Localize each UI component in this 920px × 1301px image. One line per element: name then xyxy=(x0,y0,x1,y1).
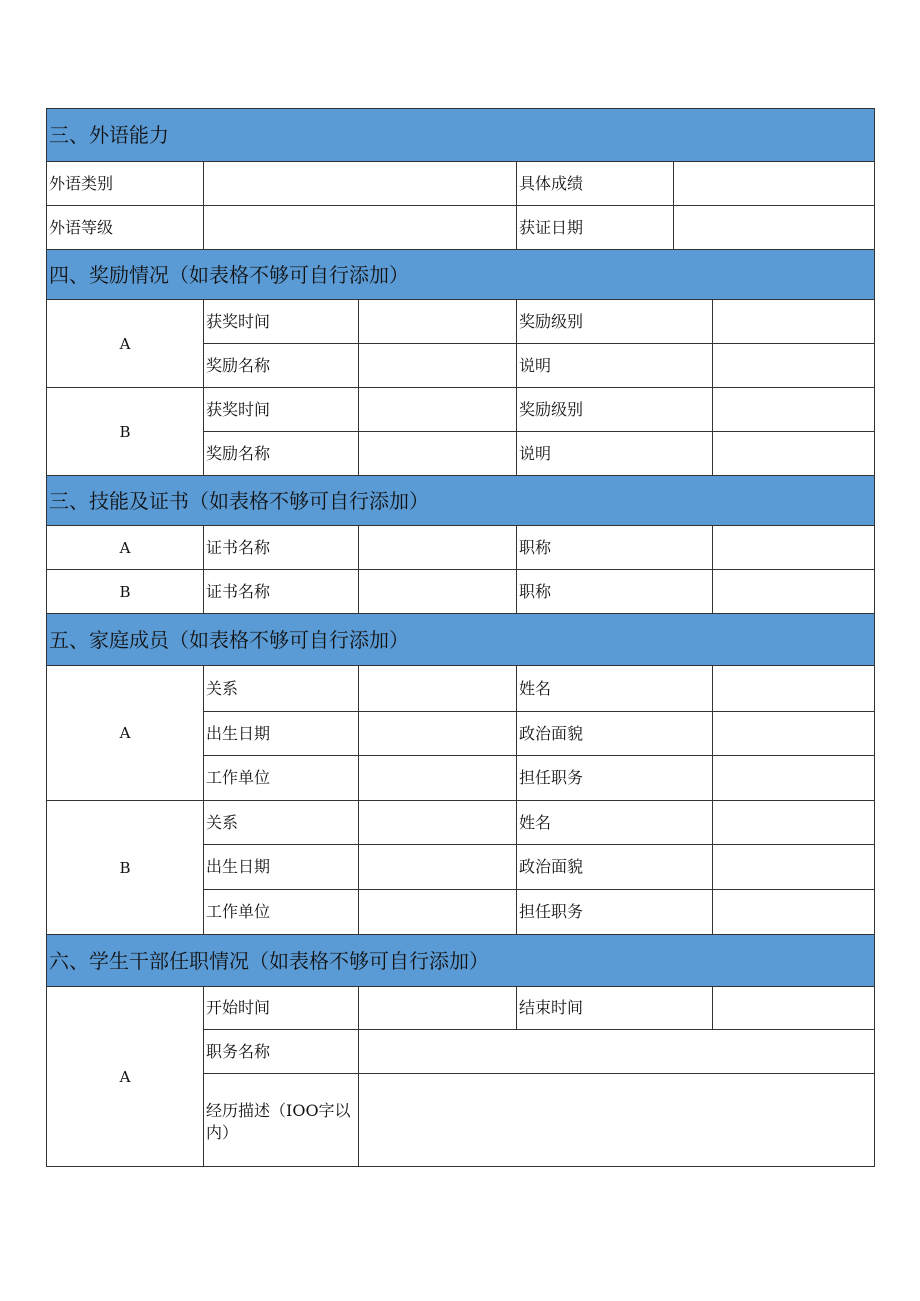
resume-form-table xyxy=(46,108,875,1167)
section-header-skills: 三、技能及证书（如表格不够可自行添加） xyxy=(47,476,875,526)
family-name-field[interactable] xyxy=(713,666,875,712)
award-entry-letter: A xyxy=(47,300,204,388)
award-time-label: 获奖时间 xyxy=(204,388,359,432)
family-relation-label: 关系 xyxy=(204,666,359,712)
family-name-label: 姓名 xyxy=(517,666,713,712)
cadre-end-label: 结束时间 xyxy=(517,987,713,1030)
family-entry-letter: A xyxy=(47,666,204,801)
language-level-label: 外语等级 xyxy=(47,206,204,250)
cadre-desc-field[interactable] xyxy=(359,1074,875,1167)
family-work-label: 工作单位 xyxy=(204,890,359,935)
award-time-field[interactable] xyxy=(359,300,517,344)
family-relation-field[interactable] xyxy=(359,801,517,845)
family-entry-letter: B xyxy=(47,801,204,935)
family-position-field[interactable] xyxy=(713,890,875,935)
language-date-pair xyxy=(517,206,874,249)
award-level-field[interactable] xyxy=(713,388,875,432)
award-name-field[interactable] xyxy=(359,344,517,388)
language-type-field[interactable] xyxy=(204,162,517,206)
family-birth-field[interactable] xyxy=(359,712,517,756)
language-level-field[interactable] xyxy=(204,206,517,250)
language-score-label-cell: 具体成绩 xyxy=(517,162,674,205)
skill-rank-label: 职称 xyxy=(517,526,713,570)
award-level-label: 奖励级别 xyxy=(517,388,713,432)
family-work-field[interactable] xyxy=(359,756,517,801)
family-position-field[interactable] xyxy=(713,756,875,801)
section-header-cadre: 六、学生干部任职情况（如表格不够可自行添加） xyxy=(47,935,875,987)
cadre-entry-letter: A xyxy=(47,987,204,1167)
cadre-post-field[interactable] xyxy=(359,1030,875,1074)
family-politics-label: 政治面貌 xyxy=(517,845,713,890)
section-header-family: 五、家庭成员（如表格不够可自行添加） xyxy=(47,614,875,666)
skill-entry-letter: A xyxy=(47,526,204,570)
cadre-start-field[interactable] xyxy=(359,987,517,1030)
skill-entry-letter: B xyxy=(47,570,204,614)
family-relation-label: 关系 xyxy=(204,801,359,845)
skill-cert-field[interactable] xyxy=(359,570,517,614)
skill-cert-label: 证书名称 xyxy=(204,526,359,570)
award-note-field[interactable] xyxy=(713,344,875,388)
family-politics-label: 政治面貌 xyxy=(517,712,713,756)
award-name-field[interactable] xyxy=(359,432,517,476)
family-birth-field[interactable] xyxy=(359,845,517,890)
family-politics-field[interactable] xyxy=(713,712,875,756)
family-birth-label: 出生日期 xyxy=(204,845,359,890)
award-level-label: 奖励级别 xyxy=(517,300,713,344)
language-date-field[interactable] xyxy=(674,206,875,249)
award-name-label: 奖励名称 xyxy=(204,432,359,476)
section-header-language: 三、外语能力 xyxy=(47,109,875,162)
award-time-label: 获奖时间 xyxy=(204,300,359,344)
family-work-field[interactable] xyxy=(359,890,517,935)
skill-rank-field[interactable] xyxy=(713,526,875,570)
award-note-field[interactable] xyxy=(713,432,875,476)
language-date-label: 获证日期 xyxy=(517,206,674,249)
skill-cert-label: 证书名称 xyxy=(204,570,359,614)
family-position-label: 担任职务 xyxy=(517,890,713,935)
family-politics-field[interactable] xyxy=(713,845,875,890)
family-name-field[interactable] xyxy=(713,801,875,845)
language-score-field[interactable] xyxy=(674,162,875,205)
award-note-label: 说明 xyxy=(517,432,713,476)
cadre-post-label: 职务名称 xyxy=(204,1030,359,1074)
skill-rank-field[interactable] xyxy=(713,570,875,614)
cadre-end-field[interactable] xyxy=(713,987,875,1030)
award-entry-letter: B xyxy=(47,388,204,476)
cadre-start-label: 开始时间 xyxy=(204,987,359,1030)
language-type-label: 外语类别 xyxy=(47,162,204,206)
skill-cert-field[interactable] xyxy=(359,526,517,570)
family-name-label: 姓名 xyxy=(517,801,713,845)
family-birth-label: 出生日期 xyxy=(204,712,359,756)
skill-rank-label: 职称 xyxy=(517,570,713,614)
award-level-field[interactable] xyxy=(713,300,875,344)
cadre-desc-label: 经历描述（IOO字以内） xyxy=(204,1074,359,1167)
award-note-label: 说明 xyxy=(517,344,713,388)
family-work-label: 工作单位 xyxy=(204,756,359,801)
award-time-field[interactable] xyxy=(359,388,517,432)
family-position-label: 担任职务 xyxy=(517,756,713,801)
language-score-pair xyxy=(517,162,874,205)
section-header-awards: 四、奖励情况（如表格不够可自行添加） xyxy=(47,250,875,300)
family-relation-field[interactable] xyxy=(359,666,517,712)
award-name-label: 奖励名称 xyxy=(204,344,359,388)
